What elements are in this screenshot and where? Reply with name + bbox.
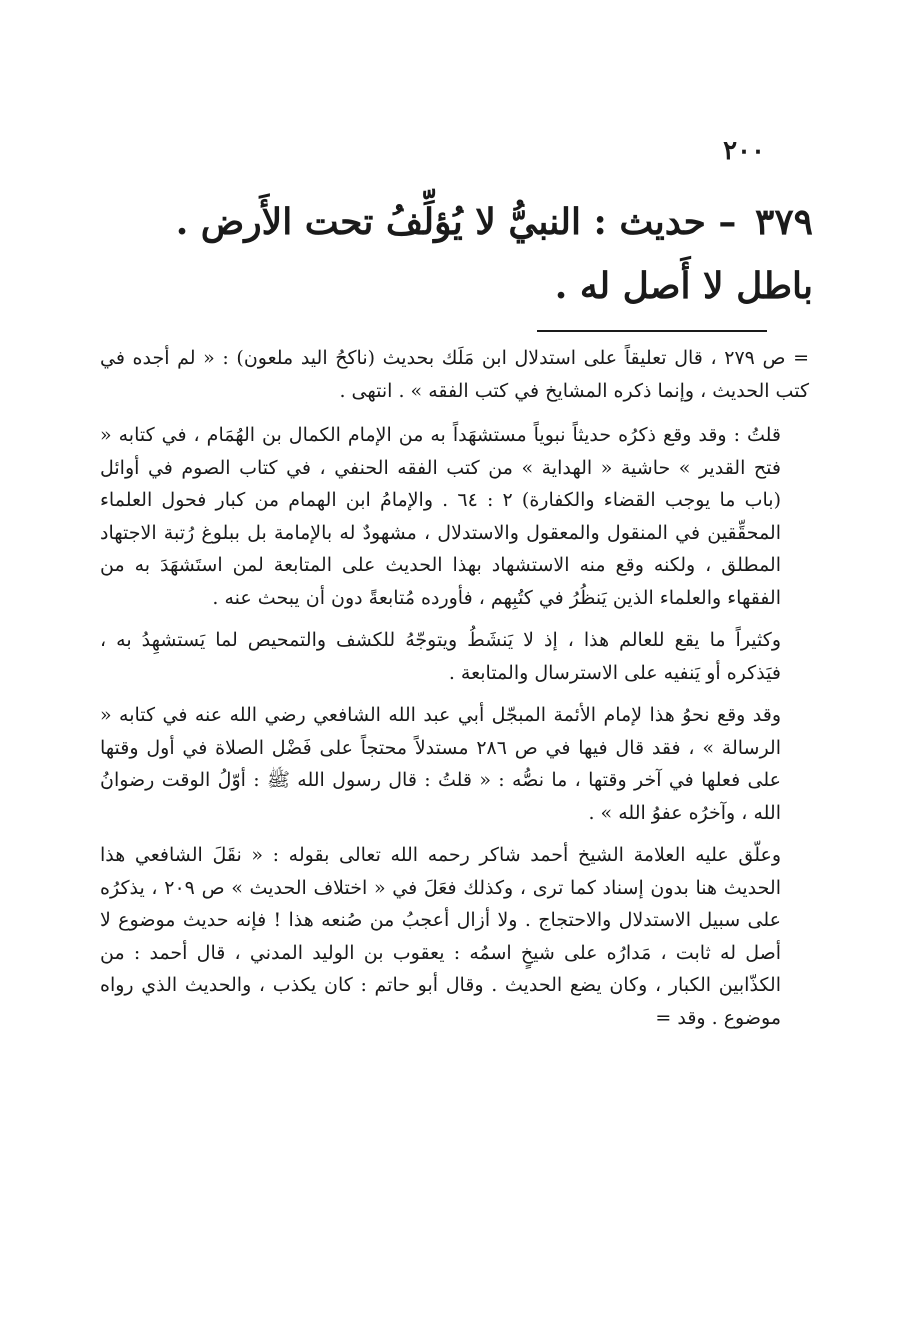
footnote-divider bbox=[537, 330, 767, 332]
footnote-paragraph: وعلّق عليه العلامة الشيخ أحمد شاكر رحمه الله تعالى بقوله : « نقَلَ الشافعي هذا الحديث هنا بدون إسناد كما ترى ، وكذلك فعَلَ في « اختلاف الحديث » ص ٢٠٩ ، يذكرُه على سبيل الاستدلال والاحتجاج . ولا أزال أعجبُ من صُنعه هذا ! فإنه حديث موضوع لا أصل له ثابت ، مَدارُه على شيخٍ اسمُه : يعقوب بن الوليد المدني ، قال أحمد : من الكذّابين الكبار ، وكان يضع الحديث . وقال أبو حاتم : كان يكذب ، والحديث الذي رواه موضوع . وقد = bbox=[100, 844, 781, 1029]
hadith-number: ٣٧٩ bbox=[754, 201, 813, 243]
page-number: ٢٠٠ bbox=[723, 136, 765, 166]
footnotes bbox=[100, 342, 809, 1044]
footnote-paragraph: وقد وقع نحوُ هذا لإمام الأئمة المبجّل أبي عبد الله الشافعي رضي الله عنه في كتابه « الرسالة » ، فقد قال فيها في ص ٢٨٦ مستدلاً محتجاً على فَضْل الصلاة في أول وقتها على فعلها في آخر وقتها ، ما نصُّه : « قلتُ : قال رسول الله ﷺ : أوّلُ الوقت رضوانُ الله ، وآخرُه عفوُ الله » . bbox=[100, 704, 781, 824]
hadith-entry bbox=[100, 190, 813, 318]
footnote-paragraph: = ص ٢٧٩ ، قال تعليقاً على استدلال ابن مَلَك بحديث (ناكحُ اليد ملعون) : « لم أجده في كتب الحديث ، وإنما ذكره المشايخ في كتب الفقه » . انتهى . bbox=[100, 347, 809, 402]
footnote-paragraph: قلتُ : وقد وقع ذكرُه حديثاً نبوياً مستشهَداً به من الإمام الكمال بن الهُمَام ، في كتابه « فتح القدير » حاشية « الهداية » من كتب الفقه الحنفي ، في كتاب الصوم في أوائل (باب ما يوجب القضاء والكفارة) ٢ : ٦٤ . والإمامُ ابن الهمام من كبار فحول العلماء المحقِّقين في المنقول والمعقول والاستدلال ، مشهودٌ له بالإمامة بل ببلوغ رُتبة الاجتهاد المطلق ، ولكنه وقع منه الاستشهاد بهذا الحديث على المتابعة لمن استَشهَدَ به من الفقهاء والعلماء الذين يَنظُرُ في كتُبِهم ، فأورده مُتابعةً دون أن يبحث عنه . bbox=[100, 424, 782, 609]
footnote-paragraph: وكثيراً ما يقع للعالم هذا ، إذ لا يَنشَطُ ويتوجّهُ للكشف والتمحيص لما يَستشهِدُ به ، فيَذكره أو يَنفيه على الاسترسال والمتابعة . bbox=[100, 629, 781, 684]
hadith-text: – حديث : النبيُّ لا يُؤلِّفُ تحت الأَرض . باطل لا أَصل له . bbox=[175, 201, 813, 307]
